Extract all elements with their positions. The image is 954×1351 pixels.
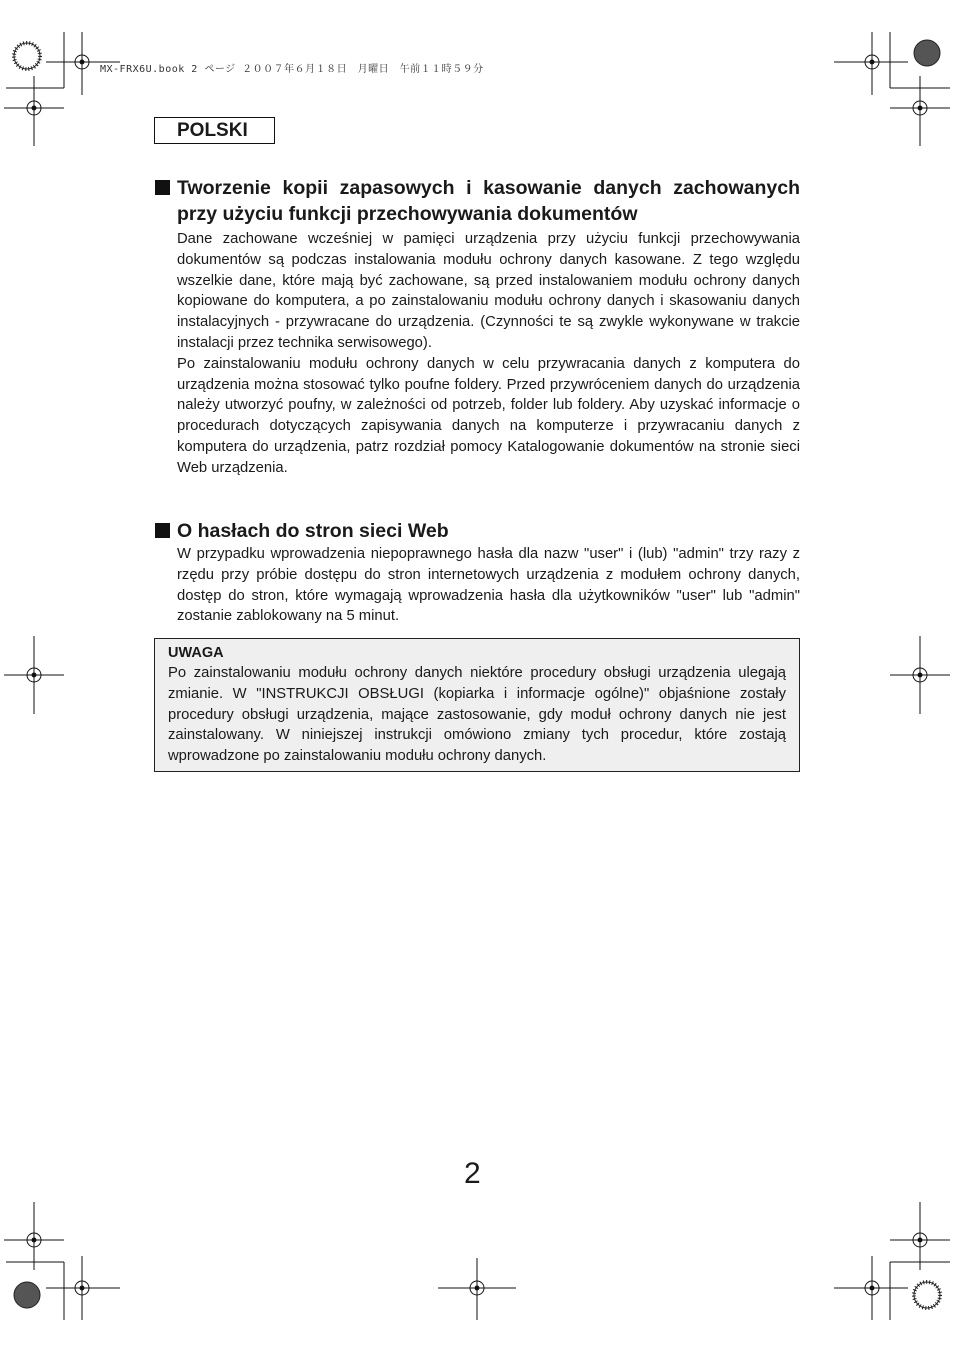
- note-text: Po zainstalowaniu modułu ochrony danych niektóre procedury obsługi urządzenia ulegają zmianie. W "INSTRUKCJI OBSŁUGI (kopiarka i informacje ogólne)" objaśnione zostały procedury obsługi urządzenia, mające zastosowanie, gdy moduł ochrony danych nie jest zainstalowany. W niniejszej instrukcji omówiono zmiany tych procedur, które zostają wprowadzone po zainstalowaniu modułu ochrony danych.: [168, 665, 786, 765]
- section-heading: [154, 518, 800, 544]
- language-label: POLSKI: [154, 117, 275, 144]
- paragraph: W przypadku wprowadzenia niepoprawnego hasła dla nazw "user" i (lub) "admin" trzy razy z rzędu przy próbie dostępu do stron internetowych urządzenia z modułem ochrony danych, dostęp do stron, które wymagają wprowadzenia hasła dla użytkowników "user" lub "admin" zostanie zablokowany na 5 minut.: [177, 546, 800, 625]
- section-title: Tworzenie kopii zapasowych i kasowanie danych zachowanych przy użyciu funkcji przechowywania dokumentów: [177, 177, 800, 225]
- paragraph: Dane zachowane wcześniej w pamięci urządzenia przy użyciu funkcji przechowywania dokumentów są podczas instalowania modułu ochrony danych kasowane. Z tego względu wszelkie dane, które mają być zachowane, są przed instalowaniem modułu ochrony danych kopiowane do komputera, a po zainstalowaniu modułu ochrony danych i skasowaniu danych instalacyjnych - przywracane do urządzenia. (Czynności te są zwykle wykonywane w trakcie instalacji przez technika serwisowego).: [177, 231, 800, 351]
- section-heading: [154, 175, 800, 227]
- square-bullet-icon: [155, 180, 170, 195]
- paragraph: Po zainstalowaniu modułu ochrony danych w celu przywracania danych z komputera do urządzenia można stosować tylko poufne foldery. Przed przywróceniem danych do urządzenia należy utworzyć poufny, w zależności od potrzeb, folder lub foldery. Aby uzyskać informacje o procedurach dotyczących zapisywania danych na komputerze i przywracaniu danych z komputera do urządzenia, patrz rozdział pomocy Katalogowanie dokumentów na stronie sieci Web urządzenia.: [177, 355, 800, 476]
- note-title: UWAGA: [168, 645, 224, 661]
- page-number: 2: [464, 1157, 481, 1190]
- note-box: [154, 638, 800, 772]
- section-web-passwords: [154, 518, 800, 627]
- section-backup: [154, 175, 800, 479]
- square-bullet-icon: [155, 523, 170, 538]
- print-header-info: MX-FRX6U.book 2 ページ ２００７年６月１８日 月曜日 午前１１時５９分: [100, 64, 484, 75]
- section-title: O hasłach do stron sieci Web: [177, 520, 449, 542]
